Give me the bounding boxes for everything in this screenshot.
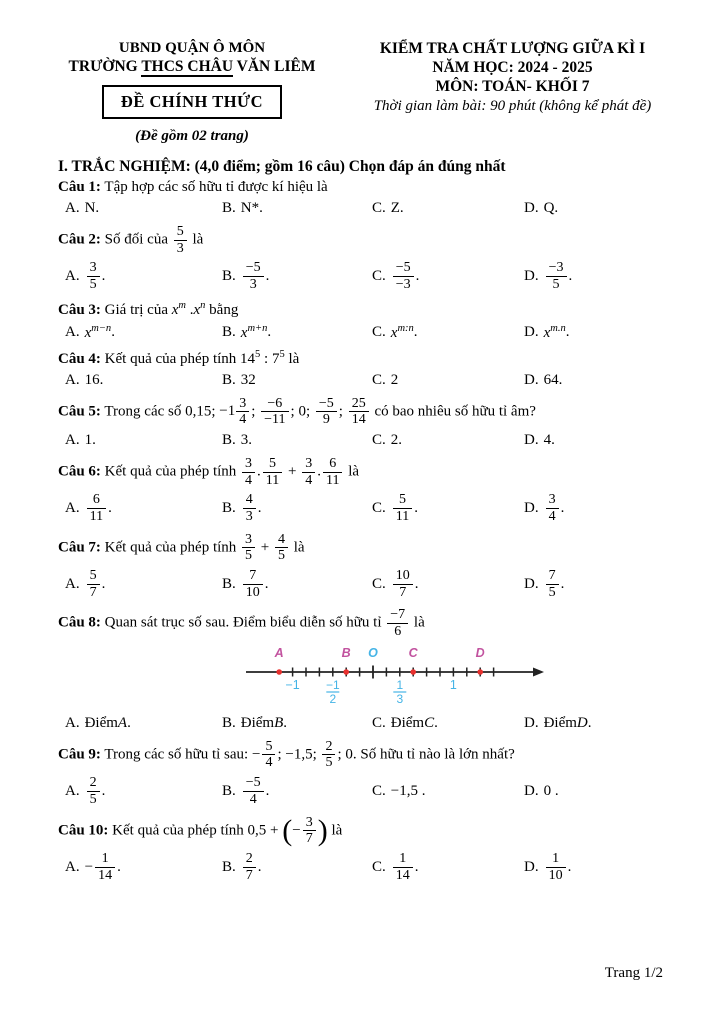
school-line: [58, 58, 326, 76]
options-row: [58, 568, 695, 600]
option-key: C.: [372, 323, 386, 340]
option-key: B.: [222, 200, 236, 216]
svg-text:3: 3: [396, 691, 404, 706]
svg-text:A: A: [274, 645, 284, 660]
header-right-block: [326, 40, 695, 115]
option-B: B. $x^{m+n}$ .: [222, 322, 272, 341]
option-key: B.: [222, 575, 236, 592]
school-year: NĂM HỌC: 2024 - 2025: [432, 59, 593, 76]
fraction: $\frac{-5}{4}$: [243, 775, 264, 807]
question-2: [58, 224, 695, 293]
option-key: A.: [65, 500, 80, 517]
fraction: $\frac{3}{7}$: [303, 815, 316, 847]
fraction: $\frac{5}{3}$: [174, 224, 187, 256]
svg-text:2: 2: [329, 691, 337, 706]
option-C: C. −1,5 .: [372, 782, 426, 799]
exam-header: [58, 40, 695, 145]
option-key: B.: [222, 432, 236, 449]
question-label: Câu 6:: [58, 463, 101, 480]
option-C: C. $\frac{10}{7}$ .: [372, 568, 419, 600]
questions-list: [58, 179, 695, 883]
question-stem: Câu 1: Tập hợp các số hữu tỉ được kí hiệu là: [58, 179, 328, 195]
question-label: Câu 10:: [58, 822, 109, 839]
option-key: A.: [65, 858, 80, 875]
fraction: $\frac{4}{5}$: [275, 532, 288, 564]
option-key: C.: [372, 268, 386, 285]
option-A: A. $\frac{6}{11}$ .: [65, 492, 112, 525]
option-key: C.: [372, 500, 386, 517]
fraction: $\frac{25}{14}$: [349, 396, 369, 428]
option-key: A.: [65, 575, 80, 592]
school-underlined: THCS CHÂU: [141, 58, 234, 75]
option-B: B. $\frac{2}{7}$ .: [222, 850, 262, 883]
svg-text:1: 1: [396, 677, 404, 692]
options-row: [58, 372, 695, 389]
option-key: D.: [524, 200, 539, 216]
question-7: [58, 532, 695, 601]
option-key: D.: [524, 575, 539, 592]
option-key: C.: [372, 782, 386, 799]
svg-text:−1: −1: [285, 677, 300, 692]
options-row: [58, 715, 695, 732]
options-row: [58, 851, 695, 883]
mixed-number: −1 $\frac{3}{4}$: [219, 396, 251, 428]
section-title: I. TRẮC NGHIỆM: (4,0 điểm; gồm 16 câu) Chọn đáp án đúng nhất: [58, 158, 506, 175]
option-key: A.: [65, 200, 80, 216]
options-row: [58, 492, 695, 524]
option-A: A. 16.: [65, 371, 104, 388]
question-stem: Câu 4: Kết quả của phép tính $14^5$ : $7^5$ là: [58, 348, 300, 367]
fraction: $\frac{3}{4}$: [302, 456, 315, 488]
number-line-figure: [0, 642, 695, 711]
header-left-block: [58, 40, 326, 145]
subject-grade: MÔN: TOÁN- KHỐI 7: [435, 78, 590, 95]
option-A: A. Điểm A .: [65, 714, 131, 731]
official-exam-stamp: ĐỀ CHÍNH THỨC: [102, 85, 282, 119]
svg-text:C: C: [408, 645, 418, 660]
option-key: B.: [222, 858, 236, 875]
option-key: B.: [222, 714, 236, 731]
fraction: $\frac{-3}{5}$: [546, 260, 567, 292]
option-key: C.: [372, 432, 386, 449]
option-key: D.: [524, 432, 539, 449]
question-label: Câu 2:: [58, 231, 101, 248]
option-key: A.: [65, 371, 80, 388]
fraction: $\frac{-5}{-3}$: [393, 260, 414, 292]
option-key: D.: [524, 323, 539, 340]
option-C: C. Điểm C .: [372, 714, 438, 731]
fraction: $\frac{5}{7}$: [87, 568, 100, 600]
option-A: A. $x^{m-n}$ .: [65, 322, 115, 341]
question-stem: Câu 5: Trong các số 0,15; −1 $\frac{3}{4}$ ; $\frac{-6}{-11}$ ; 0; $\frac{-5}{9}$ ; $\frac{25}{14}$ có bao nhiêu số hữu tỉ âm?: [58, 395, 536, 428]
option-key: B.: [222, 268, 236, 285]
fraction: $\frac{7}{5}$: [546, 568, 559, 600]
question-10: [58, 815, 695, 884]
fraction: $\frac{7}{10}$: [243, 568, 263, 600]
question-1: [58, 179, 695, 217]
question-label: Câu 1:: [58, 179, 101, 195]
option-key: A.: [65, 714, 80, 731]
question-stem: Câu 3: Giá trị của $x^m$ $.x^n$ bằng: [58, 299, 239, 318]
option-key: A.: [65, 268, 80, 285]
option-B: B. 32: [222, 371, 256, 388]
issuer-line: UBND QUẬN Ô MÔN: [118, 40, 266, 56]
option-D: D. $\frac{1}{10}$ .: [524, 850, 572, 883]
fraction: $\frac{3}{4}$: [546, 492, 559, 524]
exam-title: KIỂM TRA CHẤT LƯỢNG GIỮA KÌ I: [379, 40, 646, 57]
fraction: $\frac{6}{11}$: [87, 492, 106, 524]
svg-text:B: B: [341, 645, 351, 660]
option-key: C.: [372, 200, 386, 216]
option-B: B. $\frac{4}{3}$ .: [222, 492, 262, 525]
question-label: Câu 3:: [58, 301, 101, 318]
page-number: Trang 1/2: [604, 965, 663, 981]
question-stem: Câu 7: Kết quả của phép tính $\frac{3}{5}$ + $\frac{4}{5}$ là: [58, 531, 305, 564]
fraction: $\frac{3}{5}$: [87, 260, 100, 292]
school-suffix: VĂN LIÊM: [233, 58, 316, 75]
fraction: $\frac{1}{14}$: [95, 851, 115, 883]
option-A: A. N.: [65, 200, 100, 216]
question-label: Câu 8:: [58, 615, 101, 632]
option-A: A. $\frac{2}{5}$ .: [65, 775, 106, 807]
fraction: $\frac{5}{11}$: [263, 456, 282, 488]
option-D: D. 4.: [524, 432, 555, 449]
option-B: B. $\frac{7}{10}$ .: [222, 568, 269, 600]
school-prefix: TRƯỜNG: [68, 58, 142, 75]
fraction: $\frac{-6}{-11}$: [261, 396, 288, 428]
options-row: [58, 200, 695, 217]
option-C: C. Z.: [372, 200, 404, 216]
option-key: D.: [524, 858, 539, 875]
option-D: D. $\frac{3}{4}$ .: [524, 492, 565, 525]
option-C: C. $x^{m:n}$ .: [372, 322, 418, 341]
option-key: A.: [65, 782, 80, 799]
time-limit: Thời gian làm bài: 90 phút (không kể phát đề): [373, 98, 652, 114]
option-B: B. N*.: [222, 200, 263, 216]
fraction: $\frac{-7}{6}$: [387, 607, 408, 639]
question-5: [58, 396, 695, 449]
fraction: $\frac{3}{4}$: [236, 396, 249, 428]
fraction: $\frac{1}{10}$: [546, 851, 566, 883]
option-D: D. 64.: [524, 371, 563, 388]
option-key: C.: [372, 858, 386, 875]
option-C: C. 2: [372, 371, 399, 388]
fraction: $\frac{-5}{9}$: [316, 396, 337, 428]
question-8: [58, 607, 695, 731]
option-key: B.: [222, 323, 236, 340]
option-key: D.: [524, 268, 539, 285]
fraction: $\frac{2}{5}$: [87, 775, 100, 807]
option-D: D. $\frac{7}{5}$ .: [524, 568, 565, 600]
question-label: Câu 9:: [58, 746, 101, 763]
option-key: C.: [372, 575, 386, 592]
option-C: C. $\frac{5}{11}$ .: [372, 492, 418, 525]
question-label: Câu 5:: [58, 403, 101, 420]
question-stem: Câu 8: Quan sát trục số sau. Điểm biểu diễn số hữu tỉ $\frac{-7}{6}$ là: [58, 607, 425, 640]
option-C: C. $\frac{-5}{-3}$ .: [372, 260, 420, 293]
option-key: B.: [222, 371, 236, 388]
option-key: B.: [222, 500, 236, 517]
svg-text:−1: −1: [325, 677, 340, 692]
options-row: [58, 432, 695, 449]
fraction: $\frac{5}{11}$: [393, 492, 412, 524]
question-stem: Câu 2: Số đối của $\frac{5}{3}$ là: [58, 224, 204, 256]
question-4: [58, 349, 695, 389]
option-D: D. $\frac{-3}{5}$ .: [524, 260, 573, 293]
option-D: D. 0 .: [524, 782, 559, 799]
option-B: B. $\frac{-5}{4}$ .: [222, 775, 270, 807]
question-label: Câu 4:: [58, 350, 101, 367]
option-key: D.: [524, 782, 539, 799]
option-A: A. 1.: [65, 432, 96, 449]
fraction: $\frac{3}{4}$: [242, 456, 255, 488]
option-A: A. $\frac{5}{7}$ .: [65, 568, 106, 600]
question-9: [58, 739, 695, 808]
fraction: $\frac{2}{7}$: [243, 851, 256, 883]
fraction: $\frac{2}{5}$: [322, 739, 335, 771]
option-key: C.: [372, 714, 386, 731]
fraction: $\frac{3}{5}$: [242, 532, 255, 564]
option-A: A. $\frac{3}{5}$ .: [65, 260, 106, 293]
svg-text:1: 1: [449, 677, 457, 692]
option-key: D.: [524, 714, 539, 731]
svg-text:D: D: [475, 645, 485, 660]
option-D: D. Điểm D .: [524, 714, 592, 731]
option-A: A. − $\frac{1}{14}$ .: [65, 850, 121, 883]
option-key: C.: [372, 371, 386, 388]
option-key: B.: [222, 782, 236, 799]
option-C: C. $\frac{1}{14}$ .: [372, 850, 419, 883]
fraction: $\frac{5}{4}$: [262, 739, 275, 771]
option-C: C. 2.: [372, 432, 403, 449]
option-key: A.: [65, 432, 80, 449]
option-B: B. Điểm B .: [222, 714, 288, 731]
fraction: $\frac{10}{7}$: [393, 568, 413, 600]
question-3: [58, 300, 695, 342]
question-label: Câu 7:: [58, 539, 101, 556]
option-key: D.: [524, 500, 539, 517]
options-row: [58, 260, 695, 292]
option-D: D. Q.: [524, 200, 559, 216]
fraction: $\frac{4}{3}$: [243, 492, 256, 524]
fraction: $\frac{-5}{3}$: [243, 260, 264, 292]
question-stem: Câu 10: Kết quả của phép tính 0,5 + (− $\frac{3}{7}$ ) là: [58, 813, 343, 847]
pages-note: (Đề gồm 02 trang): [135, 128, 249, 144]
option-D: D. $x^{m.n}$ .: [524, 322, 570, 341]
question-stem: Câu 9: Trong các số hữu tỉ sau: − $\frac{5}{4}$ ; −1,5; $\frac{2}{5}$ ; 0. Số hữu tỉ nào là lớn nhất?: [58, 738, 515, 771]
option-B: B. 3.: [222, 432, 253, 449]
options-row: [58, 323, 695, 342]
option-key: D.: [524, 371, 539, 388]
question-6: [58, 456, 695, 525]
question-stem: Câu 6: Kết quả của phép tính $\frac{3}{4}$ . $\frac{5}{11}$ + $\frac{3}{4}$ . $\frac{6}{11}$ là: [58, 456, 360, 488]
option-key: A.: [65, 323, 80, 340]
option-B: B. $\frac{-5}{3}$ .: [222, 260, 270, 293]
fraction: $\frac{1}{14}$: [393, 851, 413, 883]
svg-text:O: O: [368, 645, 378, 660]
fraction: $\frac{6}{11}$: [323, 456, 342, 488]
options-row: [58, 775, 695, 807]
